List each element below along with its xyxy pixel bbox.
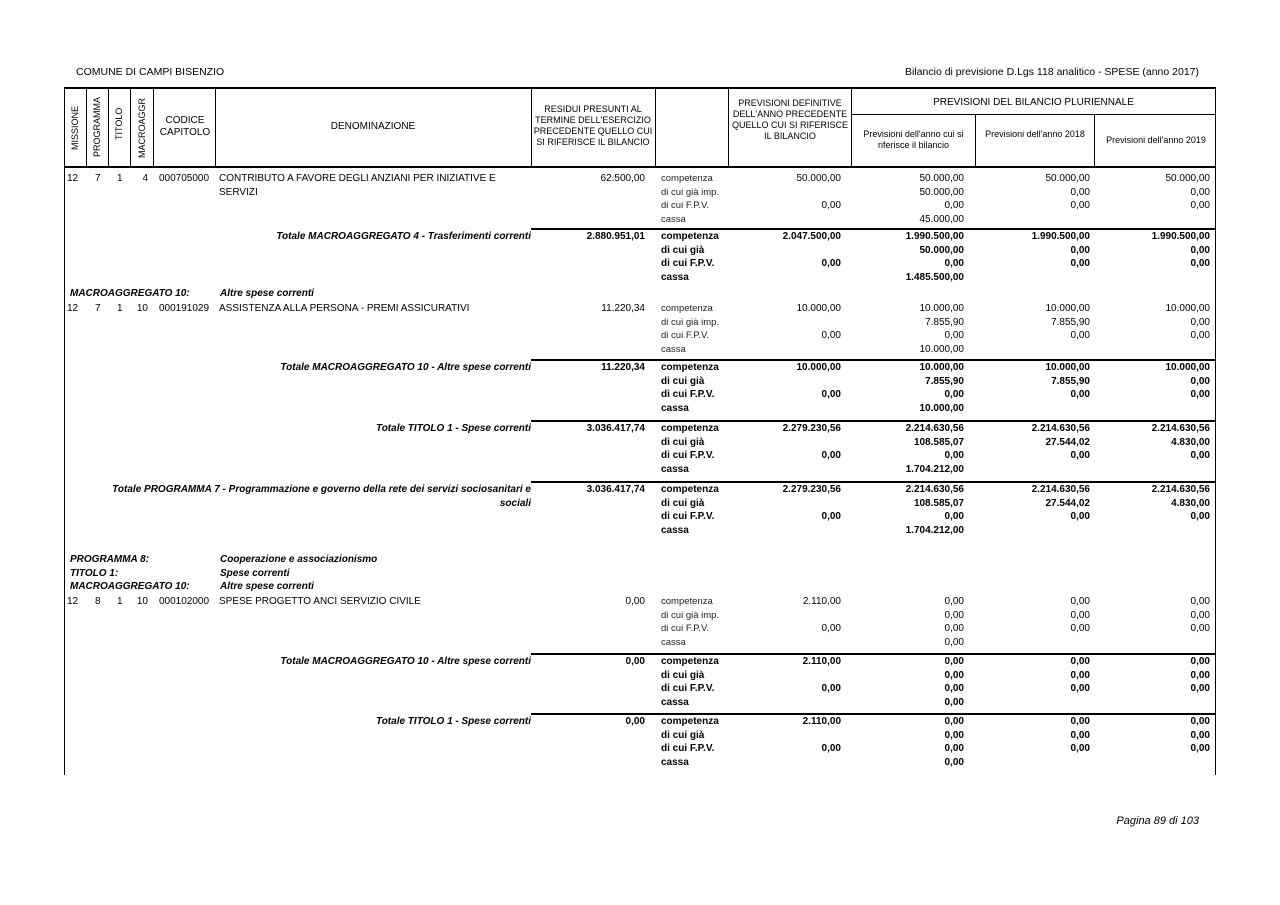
anno-corrente-cell: 7.855,90	[925, 375, 964, 387]
table-left-border	[64, 87, 65, 775]
prev-def-cell: 2.279.230,56	[782, 423, 841, 434]
voce-label: di cui F.P.V.	[661, 743, 715, 754]
page-number: Pagina 89 di 103	[1116, 815, 1199, 827]
section-label: MACROAGGREGATO 10:	[70, 581, 190, 592]
prev-def-cell: 0,00	[821, 389, 841, 400]
section-title: Cooperazione e associazionismo	[220, 554, 378, 565]
anno-2019-cell: 0,00	[1190, 511, 1210, 522]
anno-2018-cell: 27.544,02	[1045, 497, 1090, 509]
section-title: Altre spese correnti	[220, 288, 314, 299]
anno-2019-cell: 0,00	[1190, 609, 1210, 621]
anno-2018-cell: 2.214.630,56	[1031, 423, 1090, 434]
voce-label: di cui F.P.V.	[661, 450, 715, 461]
prev-def-cell: 0,00	[821, 450, 841, 461]
anno-2019-cell: 4.830,00	[1171, 497, 1210, 509]
anno-corrente-cell: 1.990.500,00	[905, 231, 964, 242]
anno-2019-cell: 2.214.630,56	[1151, 484, 1210, 495]
prev-def-cell: 2.110,00	[802, 716, 841, 727]
voce-label: competenza	[661, 423, 719, 434]
document-header-left: COMUNE DI CAMPI BISENZIO	[76, 66, 225, 78]
col-codice-capitolo: CODICE CAPITOLO	[159, 115, 211, 138]
programma-cell: 8	[95, 596, 101, 607]
anno-corrente-cell: 1.704.212,00	[905, 524, 964, 536]
residui-cell: 3.036.417,74	[586, 423, 645, 434]
anno-corrente-cell: 10.000,00	[919, 402, 964, 414]
total-label: sociali	[499, 497, 531, 509]
anno-corrente-cell: 2.214.630,56	[905, 484, 964, 495]
anno-2018-cell: 0,00	[1070, 330, 1090, 341]
col-missione: MISSIONE	[70, 105, 80, 150]
anno-2018-cell: 10.000,00	[1045, 303, 1090, 314]
anno-corrente-cell: 0,00	[944, 716, 964, 727]
anno-corrente-cell: 0,00	[944, 511, 964, 522]
col-divider	[655, 88, 656, 166]
anno-corrente-cell: 0,00	[944, 696, 964, 708]
prev-def-cell: 0,00	[821, 623, 841, 634]
document-header-right: Bilancio di previsione D.Lgs 118 analitico - SPESE (anno 2017)	[905, 66, 1199, 78]
denominazione-cell: SPESE PROGETTO ANCI SERVIZIO CIVILE	[219, 596, 421, 607]
anno-2019-cell: 50.000,00	[1165, 173, 1210, 184]
anno-corrente-cell: 50.000,00	[919, 173, 964, 184]
prev-def-cell: 10.000,00	[796, 362, 841, 373]
anno-2018-cell: 1.990.500,00	[1031, 231, 1090, 242]
total-label: Totale MACROAGGREGATO 4 - Trasferimenti correnti	[276, 231, 531, 242]
voce-label: di cui già	[661, 729, 705, 741]
anno-2018-cell: 50.000,00	[1045, 173, 1090, 184]
anno-2019-cell: 0,00	[1190, 729, 1210, 741]
voce-label: cassa	[661, 271, 689, 283]
prev-def-cell: 2.110,00	[802, 596, 841, 607]
voce-label: cassa	[661, 636, 686, 648]
col-programma: PROGRAMMA	[92, 96, 102, 157]
col-anno-corrente: Previsioni dell'anno cui si riferisce il bilancio	[863, 129, 964, 150]
prev-def-cell: 10.000,00	[796, 303, 841, 314]
col-denominazione: DENOMINAZIONE	[330, 121, 416, 132]
anno-2019-cell: 2.214.630,56	[1151, 423, 1210, 434]
anno-2018-cell: 0,00	[1070, 258, 1090, 269]
titolo-cell: 1	[117, 303, 123, 314]
prev-def-cell: 2.110,00	[802, 656, 841, 667]
voce-label: di cui F.P.V.	[661, 683, 715, 694]
total-label: Totale PROGRAMMA 7 - Programmazione e governo della rete dei servizi sociosanitari e	[112, 484, 531, 495]
anno-2019-cell: 4.830,00	[1171, 436, 1210, 448]
col-macroaggr: MACROAGGR	[137, 97, 147, 158]
residui-cell: 62.500,00	[600, 173, 645, 184]
voce-label: di cui F.P.V.	[661, 511, 715, 522]
residui-cell: 0,00	[625, 596, 645, 607]
anno-2019-cell: 0,00	[1190, 596, 1210, 607]
section-label: MACROAGGREGATO 10:	[70, 288, 190, 299]
anno-2018-cell: 0,00	[1070, 716, 1090, 727]
anno-2019-cell: 0,00	[1190, 623, 1210, 634]
anno-corrente-cell: 0,00	[944, 623, 964, 634]
anno-2018-cell: 7.855,90	[1051, 316, 1090, 328]
section-label: TITOLO 1:	[70, 568, 119, 579]
col-divider	[153, 88, 154, 166]
anno-2018-cell: 0,00	[1070, 200, 1090, 211]
titolo-cell: 1	[117, 596, 123, 607]
anno-2019-cell: 10.000,00	[1165, 362, 1210, 373]
macroaggr-cell: 4	[142, 173, 148, 184]
denominazione-cell: CONTRIBUTO A FAVORE DEGLI ANZIANI PER INIZIATIVE E	[219, 173, 496, 184]
anno-corrente-cell: 108.585,07	[913, 497, 964, 509]
col-previsioni-definitive: PREVISIONI DEFINITIVE DELL'ANNO PRECEDENTE QUELLO CUI SI RIFERISCE IL BILANCIO	[731, 98, 849, 141]
header-bottom-border	[64, 166, 1216, 168]
anno-corrente-cell: 0,00	[944, 389, 964, 400]
denominazione-cell: SERVIZI	[219, 186, 258, 198]
section-label: PROGRAMMA 8:	[70, 554, 150, 565]
anno-corrente-cell: 0,00	[944, 258, 964, 269]
section-title: Spese correnti	[220, 568, 290, 579]
anno-2018-cell: 7.855,90	[1051, 375, 1090, 387]
col-anno-2018: Previsioni dell'anno 2018	[985, 129, 1085, 139]
voce-label: di cui F.P.V.	[661, 258, 715, 269]
anno-corrente-cell: 0,00	[944, 596, 964, 607]
anno-corrente-cell: 0,00	[944, 656, 964, 667]
anno-2019-cell: 0,00	[1190, 244, 1210, 256]
anno-corrente-cell: 0,00	[944, 200, 964, 211]
total-label: Totale TITOLO 1 - Spese correnti	[375, 716, 531, 727]
residui-cell: 11.220,34	[601, 362, 645, 373]
col-divider	[975, 114, 976, 166]
voce-label: di cui F.P.V.	[661, 200, 710, 211]
anno-corrente-cell: 0,00	[944, 683, 964, 694]
anno-corrente-cell: 1.704.212,00	[905, 463, 964, 475]
total-label: Totale MACROAGGREGATO 10 - Altre spese correnti	[280, 362, 531, 373]
anno-2018-cell: 2.214.630,56	[1031, 484, 1090, 495]
anno-corrente-cell: 0,00	[944, 756, 964, 768]
voce-label: di cui già	[661, 375, 705, 387]
col-divider	[130, 88, 131, 166]
col-anno-2019: Previsioni dell'anno 2019	[1106, 135, 1206, 145]
anno-2019-cell: 0,00	[1190, 669, 1210, 681]
anno-2018-cell: 0,00	[1070, 669, 1090, 681]
anno-2018-cell: 0,00	[1070, 596, 1090, 607]
anno-corrente-cell: 0,00	[944, 743, 964, 754]
voce-label: cassa	[661, 343, 686, 355]
anno-2019-cell: 1.990.500,00	[1151, 231, 1210, 242]
anno-corrente-cell: 7.855,90	[925, 316, 964, 328]
voce-label: competenza	[661, 716, 719, 727]
voce-label: competenza	[661, 303, 713, 314]
anno-2019-cell: 0,00	[1190, 316, 1210, 328]
prev-def-cell: 2.047.500,00	[782, 231, 841, 242]
voce-label: di cui già	[661, 436, 705, 448]
pluriennale-divider	[851, 114, 1216, 115]
prev-def-cell: 0,00	[821, 258, 841, 269]
voce-label: cassa	[661, 524, 689, 536]
voce-label: cassa	[661, 756, 689, 768]
anno-2018-cell: 0,00	[1070, 609, 1090, 621]
voce-label: di cui già imp.	[661, 186, 720, 198]
anno-2018-cell: 0,00	[1070, 450, 1090, 461]
voce-label: competenza	[661, 231, 719, 242]
col-divider	[86, 88, 87, 166]
anno-2019-cell: 0,00	[1190, 330, 1210, 341]
anno-2018-cell: 10.000,00	[1045, 362, 1090, 373]
programma-cell: 7	[95, 173, 101, 184]
voce-label: di cui già	[661, 497, 705, 509]
prev-def-cell: 0,00	[821, 200, 841, 211]
voce-label: cassa	[661, 213, 686, 225]
codice-cell: 000191029	[159, 303, 210, 314]
anno-corrente-cell: 10.000,00	[919, 303, 964, 314]
missione-cell: 12	[67, 596, 79, 607]
anno-2018-cell: 0,00	[1070, 186, 1090, 198]
anno-corrente-cell: 10.000,00	[919, 343, 964, 355]
residui-cell: 0,00	[625, 716, 645, 727]
voce-label: di cui F.P.V.	[661, 330, 710, 341]
residui-cell: 11.220,34	[601, 303, 645, 314]
macroaggr-cell: 10	[136, 303, 148, 314]
voce-label: di cui già imp.	[661, 316, 720, 328]
col-divider	[215, 88, 216, 166]
titolo-cell: 1	[117, 173, 123, 184]
anno-2018-cell: 0,00	[1070, 656, 1090, 667]
voce-label: competenza	[661, 596, 713, 607]
anno-corrente-cell: 45.000,00	[919, 213, 964, 225]
anno-2018-cell: 0,00	[1070, 389, 1090, 400]
anno-2018-cell: 0,00	[1070, 623, 1090, 634]
anno-corrente-cell: 1.485.500,00	[905, 271, 964, 283]
anno-2019-cell: 0,00	[1190, 200, 1210, 211]
anno-2018-cell: 0,00	[1070, 683, 1090, 694]
codice-cell: 000102000	[159, 596, 210, 607]
anno-2018-cell: 27.544,02	[1045, 436, 1090, 448]
anno-corrente-cell: 0,00	[944, 609, 964, 621]
voce-label: competenza	[661, 173, 713, 184]
residui-cell: 0,00	[625, 656, 645, 667]
anno-corrente-cell: 108.585,07	[913, 436, 964, 448]
macroaggr-cell: 10	[136, 596, 148, 607]
anno-2018-cell: 0,00	[1070, 511, 1090, 522]
voce-label: di cui già imp.	[661, 609, 720, 621]
anno-2019-cell: 0,00	[1190, 743, 1210, 754]
section-title: Altre spese correnti	[220, 581, 314, 592]
voce-label: cassa	[661, 402, 689, 414]
anno-corrente-cell: 0,00	[944, 330, 964, 341]
anno-corrente-cell: 0,00	[944, 636, 964, 648]
codice-cell: 000705000	[159, 173, 210, 184]
anno-2019-cell: 10.000,00	[1165, 303, 1210, 314]
anno-2019-cell: 0,00	[1190, 258, 1210, 269]
anno-2019-cell: 0,00	[1190, 186, 1210, 198]
prev-def-cell: 0,00	[821, 683, 841, 694]
residui-cell: 3.036.417,74	[586, 484, 645, 495]
voce-label: di cui F.P.V.	[661, 623, 710, 634]
anno-corrente-cell: 0,00	[944, 450, 964, 461]
anno-corrente-cell: 50.000,00	[919, 244, 964, 256]
voce-label: di cui già	[661, 669, 705, 681]
table-top-border	[64, 87, 1216, 89]
voce-label: competenza	[661, 484, 719, 495]
voce-label: competenza	[661, 362, 719, 373]
anno-2019-cell: 0,00	[1190, 656, 1210, 667]
total-label: Totale TITOLO 1 - Spese correnti	[375, 423, 531, 434]
anno-2018-cell: 0,00	[1070, 743, 1090, 754]
col-divider	[108, 88, 109, 166]
prev-def-cell: 0,00	[821, 330, 841, 341]
anno-corrente-cell: 50.000,00	[919, 186, 964, 198]
voce-label: di cui F.P.V.	[661, 389, 715, 400]
anno-2019-cell: 0,00	[1190, 389, 1210, 400]
total-label: Totale MACROAGGREGATO 10 - Altre spese correnti	[280, 656, 531, 667]
anno-2019-cell: 0,00	[1190, 375, 1210, 387]
table-right-border	[1215, 87, 1216, 775]
col-pluriennale: PREVISIONI DEL BILANCIO PLURIENNALE	[933, 97, 1134, 108]
anno-2019-cell: 0,00	[1190, 683, 1210, 694]
prev-def-cell: 0,00	[821, 511, 841, 522]
programma-cell: 7	[95, 303, 101, 314]
anno-corrente-cell: 10.000,00	[919, 362, 964, 373]
anno-corrente-cell: 0,00	[944, 729, 964, 741]
anno-corrente-cell: 0,00	[944, 669, 964, 681]
voce-label: cassa	[661, 463, 689, 475]
anno-2018-cell: 0,00	[1070, 729, 1090, 741]
col-titolo: TITOLO	[114, 107, 124, 140]
denominazione-cell: ASSISTENZA ALLA PERSONA - PREMI ASSICURATIVI	[219, 303, 470, 314]
anno-2019-cell: 0,00	[1190, 716, 1210, 727]
col-residui: RESIDUI PRESUNTI AL TERMINE DELL'ESERCIZIO PRECEDENTE QUELLO CUI SI RIFERISCE IL BILANCIO	[533, 104, 653, 147]
residui-cell: 2.880.951,01	[586, 231, 645, 242]
missione-cell: 12	[67, 303, 79, 314]
missione-cell: 12	[67, 173, 79, 184]
prev-def-cell: 50.000,00	[796, 173, 841, 184]
anno-2018-cell: 0,00	[1070, 244, 1090, 256]
prev-def-cell: 2.279.230,56	[782, 484, 841, 495]
voce-label: cassa	[661, 696, 689, 708]
anno-2019-cell: 0,00	[1190, 450, 1210, 461]
anno-corrente-cell: 2.214.630,56	[905, 423, 964, 434]
voce-label: di cui già	[661, 244, 705, 256]
voce-label: competenza	[661, 656, 719, 667]
prev-def-cell: 0,00	[821, 743, 841, 754]
